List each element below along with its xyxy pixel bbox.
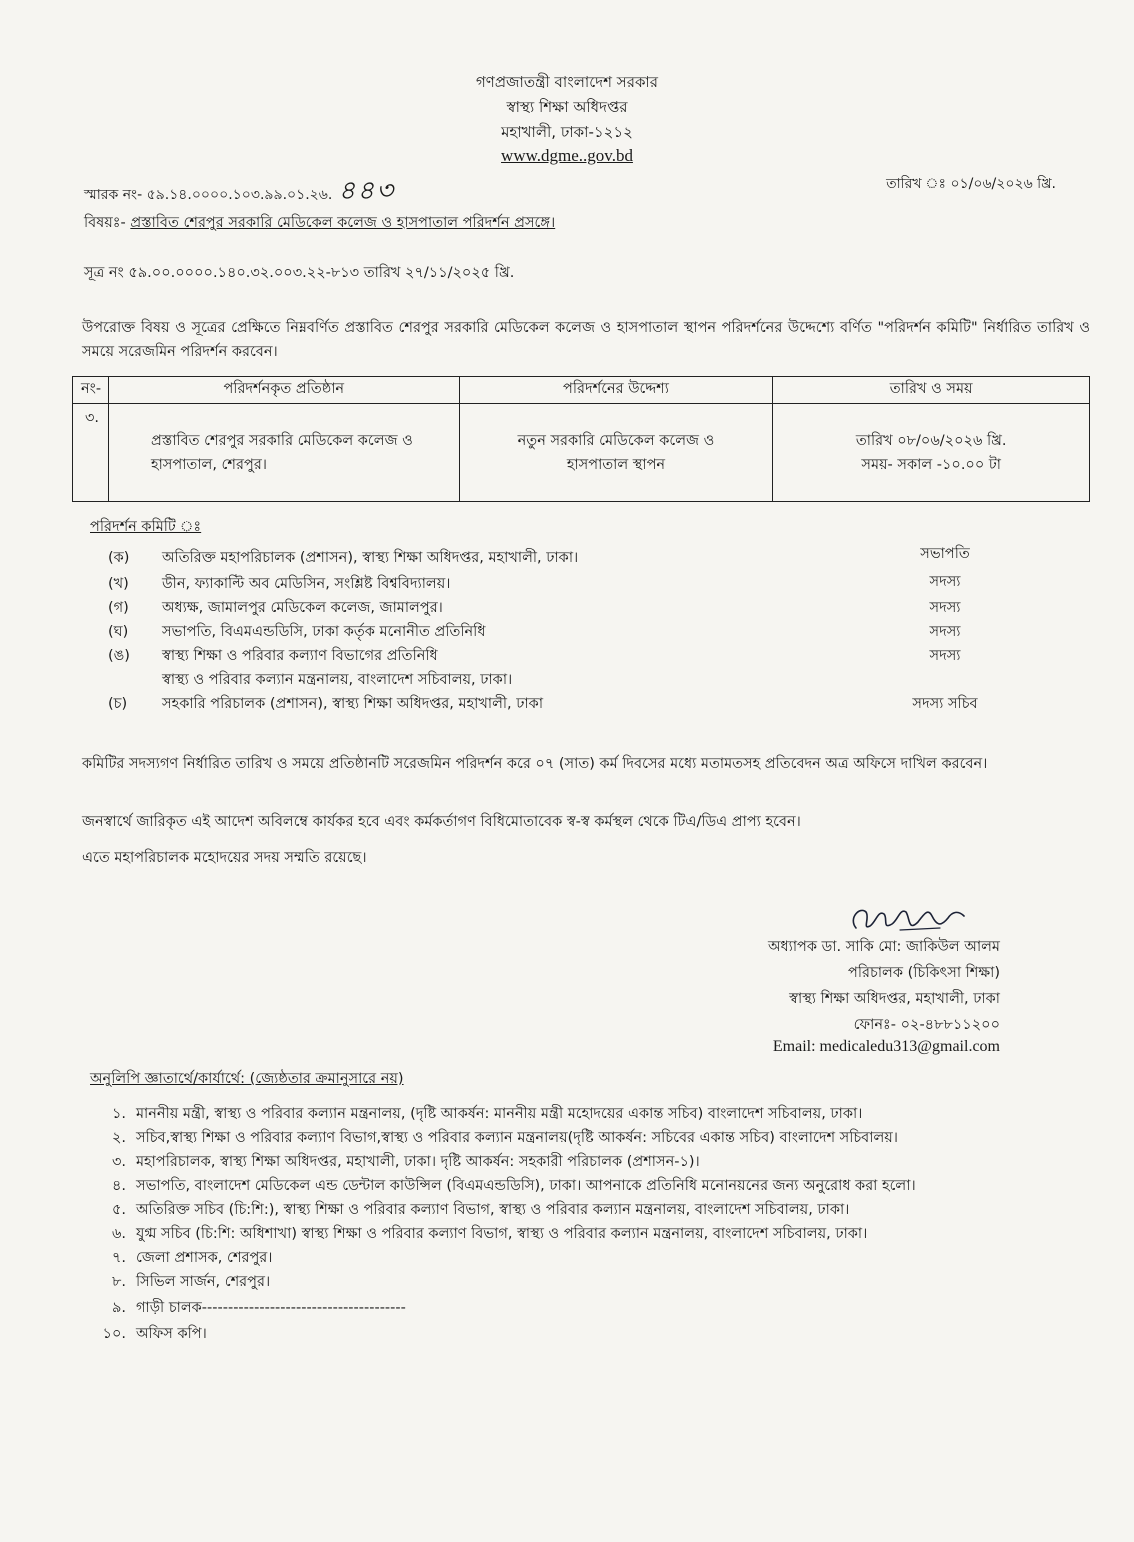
copies-heading: অনুলিপি জ্ঞাতার্থে/কার্যার্থে: (জ্যেষ্ঠতার ক্রমানুসারে নয়) [90,1071,404,1087]
row-number: ৩. [73,404,109,502]
committee-member [0,546,1134,570]
memo-number [84,170,395,214]
member-index: (ঙ) [108,648,130,664]
website-url[interactable]: www.dgme..gov.bd [501,146,633,165]
member-role: সদস্য [929,624,961,640]
column-header-number: নং- [73,377,109,404]
copy-index: ৯. [111,1300,126,1316]
member-index: (ক) [108,550,130,566]
copy-text: যুগ্ম সচিব (চি:শি: অধিশাখা) স্বাস্থ্য শিক্ষা ও পরিবার কল্যাণ বিভাগ, স্বাস্থ্য ও পরিবার কল্যান মন্ত্রনালয়, বাংলাদেশ সচিবালয়, ঢাকা। [136,1226,868,1242]
memo-date: তারিখ ঃ ০১/০৬/২০২৬ খ্রি. [886,176,1056,192]
member-index: (খ) [108,576,129,592]
memo-number-label: স্মারক নং- ৫৯.১৪.০০০০.১০৩.৯৯.০১.২৬. [84,187,333,203]
copy-index: ১০. [102,1326,126,1342]
member-text: স্বাস্থ্য শিক্ষা ও পরিবার কল্যাণ বিভাগের প্রতিনিধি [162,648,438,664]
member-role: সভাপতি [920,546,970,562]
column-header-purpose: পরিদর্শনের উদ্দেশ্য [459,377,773,404]
row-date: তারিখ ০৮/০৬/২০২৬ খ্রি. [855,432,1007,449]
member-role: সদস্য [929,600,961,616]
subject-label: বিষয়ঃ- [84,215,131,231]
memo-number-handwritten: ৪৪৩ [338,176,395,206]
member-role: সদস্য সচিব [912,696,978,712]
table-row [73,404,1090,502]
row-date-time [773,404,1090,502]
copy-text: সিভিল সার্জন, শেরপুর। [136,1274,271,1290]
committee-heading: পরিদর্শন কমিটি ঃ [90,519,202,535]
signatory-email[interactable]: Email: medicaledu313@gmail.com [772,1038,1000,1055]
government-name: গণপ্রজাতন্ত্রী বাংলাদেশ সরকার [475,73,659,91]
signatory-name: অধ্যাপক ডা. সাকি মো: জাকিউল আলম [767,939,1000,955]
row-purpose [459,404,773,502]
member-text: অধ্যক্ষ, জামালপুর মেডিকেল কলেজ, জামালপুর। [162,600,443,616]
copy-index: ৩. [111,1154,126,1170]
signatory-office: স্বাস্থ্য শিক্ষা অধিদপ্তর, মহাখালী, ঢাকা [789,991,1000,1007]
inspection-table [72,376,1090,502]
row-institution: প্রস্তাবিত শেরপুর সরকারি মেডিকেল কলেজ ও হাসপাতাল, শেরপুর। [108,404,459,502]
member-text: অতিরিক্ত মহাপরিচালক (প্রশাসন), স্বাস্থ্য শিক্ষা অধিদপ্তর, মহাখালী, ঢাকা। [162,550,579,566]
row-time: সময়- সকাল -১০.০০ টা [861,456,1001,473]
row-purpose-text: নতুন সরকারি মেডিকেল কলেজ ও হাসপাতাল স্থাপন [517,432,715,473]
copy-index: ৬. [111,1226,126,1242]
column-header-institution: পরিদর্শনকৃত প্রতিষ্ঠান [108,377,459,404]
copy-index: ৭. [111,1250,126,1266]
reference-line: সূত্র নং ৫৯.০০.০০০০.১৪০.৩২.০০৩.২২-৮১৩ তারিখ ২৭/১১/২০২৫ খ্রি. [84,265,515,281]
public-interest-paragraph: জনস্বার্থে জারিকৃত এই আদেশ অবিলম্বে কার্যকর হবে এবং কর্মকর্তাগণ বিধিমোতাবেক স্ব-স্ব কর্মস্থল থেকে টিএ/ডিএ প্রাপ্য হবেন। [82,814,801,830]
copy-index: ৫. [111,1202,126,1218]
subject-text: প্রস্তাবিত শেরপুর সরকারি মেডিকেল কলেজ ও হাসপাতাল পরিদর্শন প্রসঙ্গে। [130,215,556,231]
copy-index: ৪. [111,1178,126,1194]
copy-index: ২. [111,1130,126,1146]
copy-text: সভাপতি, বাংলাদেশ মেডিকেল এন্ড ডেন্টাল কাউন্সিল (বিএমএন্ডডিসি), ঢাকা। আপনাকে প্রতিনিধি মনোনয়নের জন্য অনুরোধ করা হলো। [136,1178,916,1194]
member-role: সদস্য [929,648,961,664]
member-index: (ঘ) [108,624,129,640]
intro-paragraph: উপরোক্ত বিষয় ও সূত্রের প্রেক্ষিতে নিম্নবর্ণিত প্রস্তাবিত শেরপুর সরকারি মেডিকেল কলেজ ও হাসপাতাল স্থাপন পরিদর্শনের উদ্দেশ্যে বর্ণিত "পরিদর্শন কমিটি" নির্ধারিত তারিখ ও সময়ে সরেজমিন পরিদর্শন করবেন। [82,320,1090,360]
copy-text: জেলা প্রশাসক, শেরপুর। [136,1250,273,1266]
member-index: (গ) [108,600,129,616]
report-paragraph: কমিটির সদস্যগণ নির্ধারিত তারিখ ও সময়ে প্রতিষ্ঠানটি সরেজমিন পরিদর্শন করে ০৭ (সাত) কর্ম দিবসের মধ্যে মতামতসহ প্রতিবেদন অত্র অফিসে দাখিল করবেন। [82,756,988,772]
member-index: (চ) [108,696,128,712]
member-text: ডীন, ফ্যাকাল্টি অব মেডিসিন, সংশ্লিষ্ট বিশ্ববিদ্যালয়। [162,576,451,592]
committee-member [0,644,1134,692]
copy-text: অতিরিক্ত সচিব (চি:শি:), স্বাস্থ্য শিক্ষা ও পরিবার কল্যাণ বিভাগ, স্বাস্থ্য ও পরিবার কল্যান মন্ত্রনালয়, বাংলাদেশ সচিবালয়, ঢাকা। [136,1202,850,1218]
signatory-phone: ফোনঃ- ০২-৪৮৮১১২০০ [853,1017,1000,1033]
committee-member [0,620,1134,644]
committee-member [0,572,1134,596]
signatory-designation: পরিচালক (চিকিৎসা শিক্ষা) [848,965,1000,981]
directorate-name: স্বাস্থ্য শিক্ষা অধিদপ্তর [506,98,628,116]
table-header-row [73,377,1090,404]
copy-text: মহাপরিচালক, স্বাস্থ্য শিক্ষা অধিদপ্তর, মহাখালী, ঢাকা। দৃষ্টি আকর্ষন: সহকারী পরিচালক (প্রশাসন-১)। [136,1154,700,1170]
copy-text: অফিস কপি। [136,1326,207,1342]
copy-index: ৮. [111,1274,126,1290]
column-header-date-time: তারিখ ও সময় [773,377,1090,404]
committee-member [0,596,1134,620]
office-address: মহাখালী, ঢাকা-১২১২ [501,123,633,141]
member-text: সহকারি পরিচালক (প্রশাসন), স্বাস্থ্য শিক্ষা অধিদপ্তর, মহাখালী, ঢাকা [162,696,544,712]
member-role: সদস্য [929,574,961,590]
copy-index: ১. [111,1106,126,1122]
copy-text: গাড়ী চালক--------------------------------------- [136,1300,406,1316]
member-text-line-2: স্বাস্থ্য ও পরিবার কল্যান মন্ত্রনালয়, বাংলাদেশ সচিবালয়, ঢাকা। [162,672,513,688]
copy-text: মাননীয় মন্ত্রী, স্বাস্থ্য ও পরিবার কল্যান মন্ত্রনালয়, (দৃষ্টি আকর্ষন: মাননীয় মন্ত্রী মহোদয়ের একান্ত সচিব) বাংলাদেশ সচিবালয়, ঢাকা। [136,1106,863,1122]
member-text: সভাপতি, বিএমএন্ডডিসি, ঢাকা কর্তৃক মনোনীত প্রতিনিধি [162,624,486,640]
consent-paragraph: এতে মহাপরিচালক মহোদয়ের সদয় সম্মতি রয়েছে। [82,850,367,866]
subject-line [84,212,555,236]
committee-member [0,692,1134,716]
copy-text: সচিব,স্বাস্থ্য শিক্ষা ও পরিবার কল্যাণ বিভাগ,স্বাস্থ্য ও পরিবার কল্যান মন্ত্রনালয়(দৃষ্টি আকর্ষন: সচিবের একান্ত সচিব) বাংলাদেশ সচিবালয়। [136,1130,898,1146]
